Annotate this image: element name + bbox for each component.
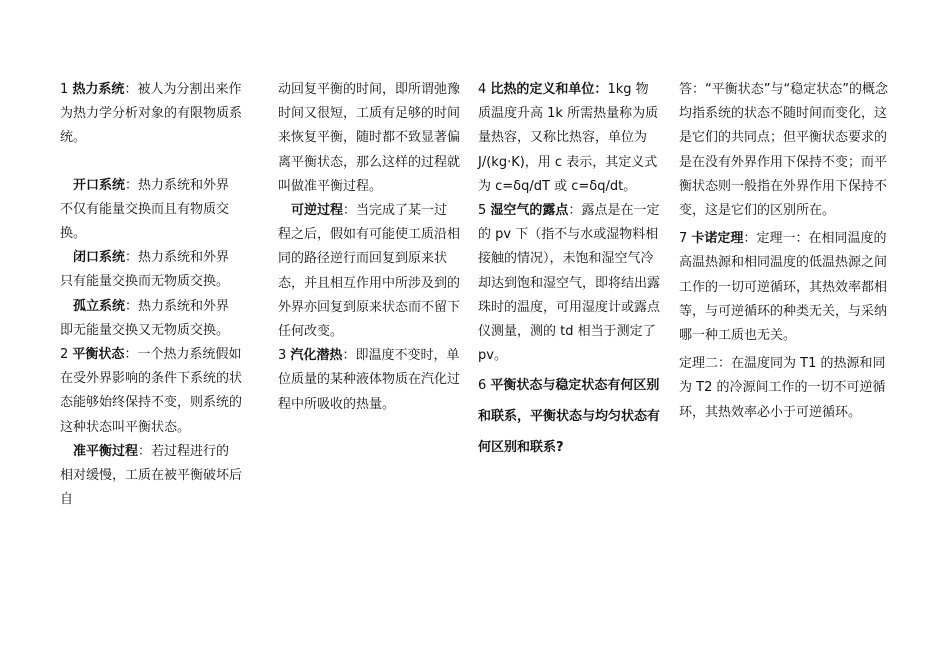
definition-text: 动回复平衡的时间，即所谓弛豫时间又很短，工质有足够的时间来恢复平衡，随时都不致显著偏离平衡状态，那么这样的过程就叫做准平衡过程。 (278, 82, 461, 194)
paragraph-dew-point (478, 199, 660, 368)
column-3 (478, 78, 660, 463)
item-number: 6 (478, 378, 487, 394)
term-quasi-equilibrium: 准平衡过程 (73, 443, 139, 459)
definition-text: 定理二：在温度同为 T1 的热源和同为 T2 的冷源间工作的一切不可逆循环，其热效率必小于可逆循环。 (679, 356, 886, 420)
term-equilibrium-state: 平衡状态 (72, 347, 125, 363)
paragraph-answer (679, 78, 893, 223)
item-number: 1 (60, 82, 69, 97)
paragraph-quasi-equilibrium-continued (278, 78, 460, 199)
paragraph-open-system (60, 174, 242, 247)
term-dew-point: 湿空气的露点 (490, 203, 569, 219)
term-isolated-system: 孤立系统 (73, 298, 126, 314)
definition-text: ：热力系统和外界只有能量交换而无物质交换。 (60, 250, 230, 290)
paragraph-carnot-theorem (679, 227, 893, 348)
definition-text: ：即温度不变时，单位质量的某种液体物质在汽化过程中所吸收的热量。 (278, 348, 461, 412)
item-number: 5 (478, 203, 487, 219)
definition-text: ：若过程进行的相对缓慢，工质在被平衡破坏后自 (60, 443, 243, 508)
definition-text: ：一个热力系统假如在受外界影响的条件下系统的状态能够始终保持不变，则系统的这种状态叫平衡状态。 (60, 347, 243, 435)
paragraph-isolated-system (60, 295, 242, 343)
term-closed-system: 闭口系统 (73, 250, 126, 266)
term-latent-heat: 汽化潜热 (290, 348, 343, 364)
paragraph-latent-heat (278, 344, 460, 417)
definition-text: 1kg 物质温度升高 1k 所需热量称为质量热容，又称比热容，单位为 J/(kg·K)，用 c 表示，其定义式为 c=δq/dT 或 c=δq/dt。 (478, 82, 659, 194)
paragraph-thermal-system (60, 78, 242, 151)
term-carnot-theorem: 卡诺定理 (691, 231, 744, 247)
spacer (60, 151, 242, 174)
paragraph-theorem-two (679, 352, 893, 425)
paragraph-specific-heat (478, 78, 660, 199)
column-2 (278, 78, 460, 417)
definition-text: ：被人为分割出来作为热力学分析对象的有限物质系统。 (60, 82, 243, 146)
term-reversible-process: 可逆过程 (291, 203, 344, 219)
paragraph-question-6 (478, 370, 660, 463)
definition-text: ：露点是在一定的 pv 下（指不与水或湿物料相接触的情况），未饱和湿空气冷却达到饱和湿空气，即将结出露珠时的温度，可用湿度计或露点仪测量，测的 td 相当于测定了 pv。 (478, 203, 661, 364)
paragraph-closed-system (60, 246, 242, 294)
item-number: 4 (478, 82, 487, 97)
item-number: 3 (278, 348, 287, 364)
question-heading: 平衡状态与稳定状态有何区别和联系，平衡状态与均匀状态有何区别和联系? (478, 378, 661, 456)
definition-text: ：定理一：在相同温度的高温热源和相同温度的低温热源之间工作的一切可逆循环，其热效率都相等，与可逆循环的种类无关，与采纳哪一种工质也无关。 (679, 231, 888, 344)
answer-text: 答：“平衡状态”与“稳定状态”的概念均指系统的状态不随时间而变化，这是它们的共同点；但平衡状态要求的是在没有外界作用下保持不变；而平衡状态则一般指在外界作用下保持不变，这是它们的区别所在。 (679, 82, 888, 219)
definition-text: ：热力系统和外界即无能量交换又无物质交换。 (60, 298, 230, 338)
term-specific-heat: 比热的定义和单位： (490, 82, 608, 97)
term-open-system: 开口系统 (73, 177, 126, 193)
paragraph-reversible-process (278, 199, 460, 344)
term-thermal-system: 热力系统 (72, 82, 125, 97)
paragraph-equilibrium-state (60, 343, 242, 440)
paragraph-quasi-equilibrium (60, 440, 242, 513)
item-number: 7 (679, 231, 688, 247)
definition-text: ：热力系统和外界不仅有能量交换而且有物质交换。 (60, 177, 230, 242)
definition-text: ：当完成了某一过程之后，假如有可能使工质沿相同的路径逆行而回复到原来状态，并且相互作用中所涉及到的外界亦回复到原来状态而不留下任何改变。 (278, 203, 461, 340)
column-4 (679, 78, 893, 425)
item-number: 2 (60, 347, 69, 363)
column-1 (60, 78, 242, 512)
